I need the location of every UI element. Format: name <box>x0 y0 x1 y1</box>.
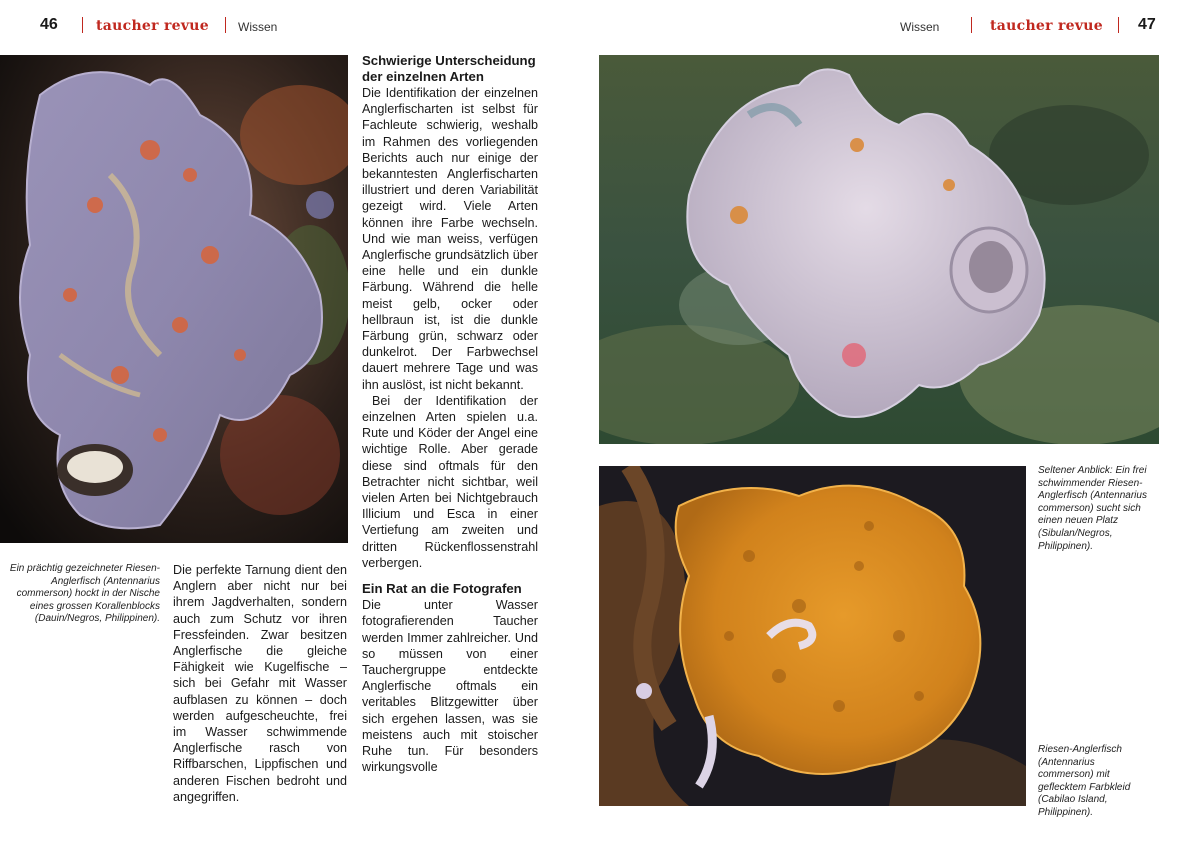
right-page-number: 47 <box>1138 16 1156 33</box>
subheading-photographers-advice: Ein Rat an die Fotografen <box>362 581 522 597</box>
right-section-label: Wissen <box>900 20 940 34</box>
header-divider <box>82 17 83 33</box>
article-paragraph: Die perfekte Tarnung dient den Anglern aber nicht nur bei ihrem Jagdverhalten, sondern auch zum Schutz vor ihren Fressfeinden. Zwar besitzen Anglerfische die gleiche Fähigkeit wie Kugelfische – sich bei Gefahr mit Wasser aufblasen zu können – doch werden aufgescheuchte, frei im Wasser schwimmende Anglerfische rasch von Riffbarschen, Lippfischen und anderen Fischen bedroht und angegriffen. <box>173 563 347 804</box>
header-divider <box>225 17 226 33</box>
header-divider <box>971 17 972 33</box>
left-brand-logo: taucher revue <box>96 18 209 34</box>
left-section-label: Wissen <box>238 20 278 34</box>
top-right-photo <box>599 55 1159 444</box>
article-paragraph: Die unter Wasser fotografierenden Taucher werden Immer zahlreicher. Und so müssen von einer Tauchergruppe entdeckte Anglerfische oftmals ein veritables Blitzgewitter über sich ergehen lassen, was sie meistens auch mit stoischer Ruhe tun. Für besonders wirkungsvolle <box>362 598 538 775</box>
right-brand-logo: taucher revue <box>990 18 1103 34</box>
bottom-right-photo-caption: Riesen-Anglerfisch (Antennarius commerson) mit geflecktem Farbkleid (Cabilao Island, Philippinen). <box>1038 744 1131 818</box>
left-photo <box>0 55 348 543</box>
article-column-1 <box>173 562 347 805</box>
article-column-2 <box>362 53 538 775</box>
top-right-photo-caption: Seltener Anblick: Ein frei schwimmender Riesen-Anglerfisch (Antennarius commerson) sucht sich einen neuen Platz (Sibulan/Negros, Philippinen). <box>1038 465 1147 552</box>
left-page-number: 46 <box>40 16 58 33</box>
article-paragraph: Bei der Identifikation der einzelnen Arten spielen u.a. Rute und Köder der Angel eine wichtige Rolle. Aber gerade diese sind oftmals für den Betrachter nicht sichtbar, weil vielen Arten bei Nichtgebrauch Illicium und Esca in einer Vertiefung am zweiten und dritten Rückenflossenstrahl verbergen. <box>362 393 538 570</box>
header-divider <box>1118 17 1119 33</box>
article-paragraph: Die Identifikation der einzelnen Anglerfischarten ist selbst für Fachleute schwierig, weshalb im Rahmen des vorliegenden Berichts auch nur einige der bekanntesten Anglerfischarten illustriert und deren Variabilität gezeigt wird. Viele Arten können ihre Farbe wechseln. Und wie man weiss, verfügen Anglerfische grundsätzlich über eine helle und ein dunkle Färbung. Während die helle meist gelb, ocker oder hellbraun ist, ist die dunkle Färbung grün, schwarz oder dunkelrot. Der Farbwechsel dauert mehrere Tage und was ihn auslöst, ist nicht bekannt. <box>362 86 538 392</box>
frogfish-orange-illustration <box>599 466 1026 806</box>
bottom-right-photo <box>599 466 1026 806</box>
left-photo-caption: Ein prächtig gezeichneter Riesen-Anglerfisch (Antennarius commerson) hockt in der Nische eines grossen Korallenblocks (Dauin/Negros, Philippinen). <box>9 563 160 625</box>
subheading-species-distinction: Schwierige Unterscheidung der einzelnen Arten <box>362 53 536 84</box>
frogfish-pale-illustration <box>599 55 1159 444</box>
frogfish-grey-illustration <box>0 55 348 543</box>
